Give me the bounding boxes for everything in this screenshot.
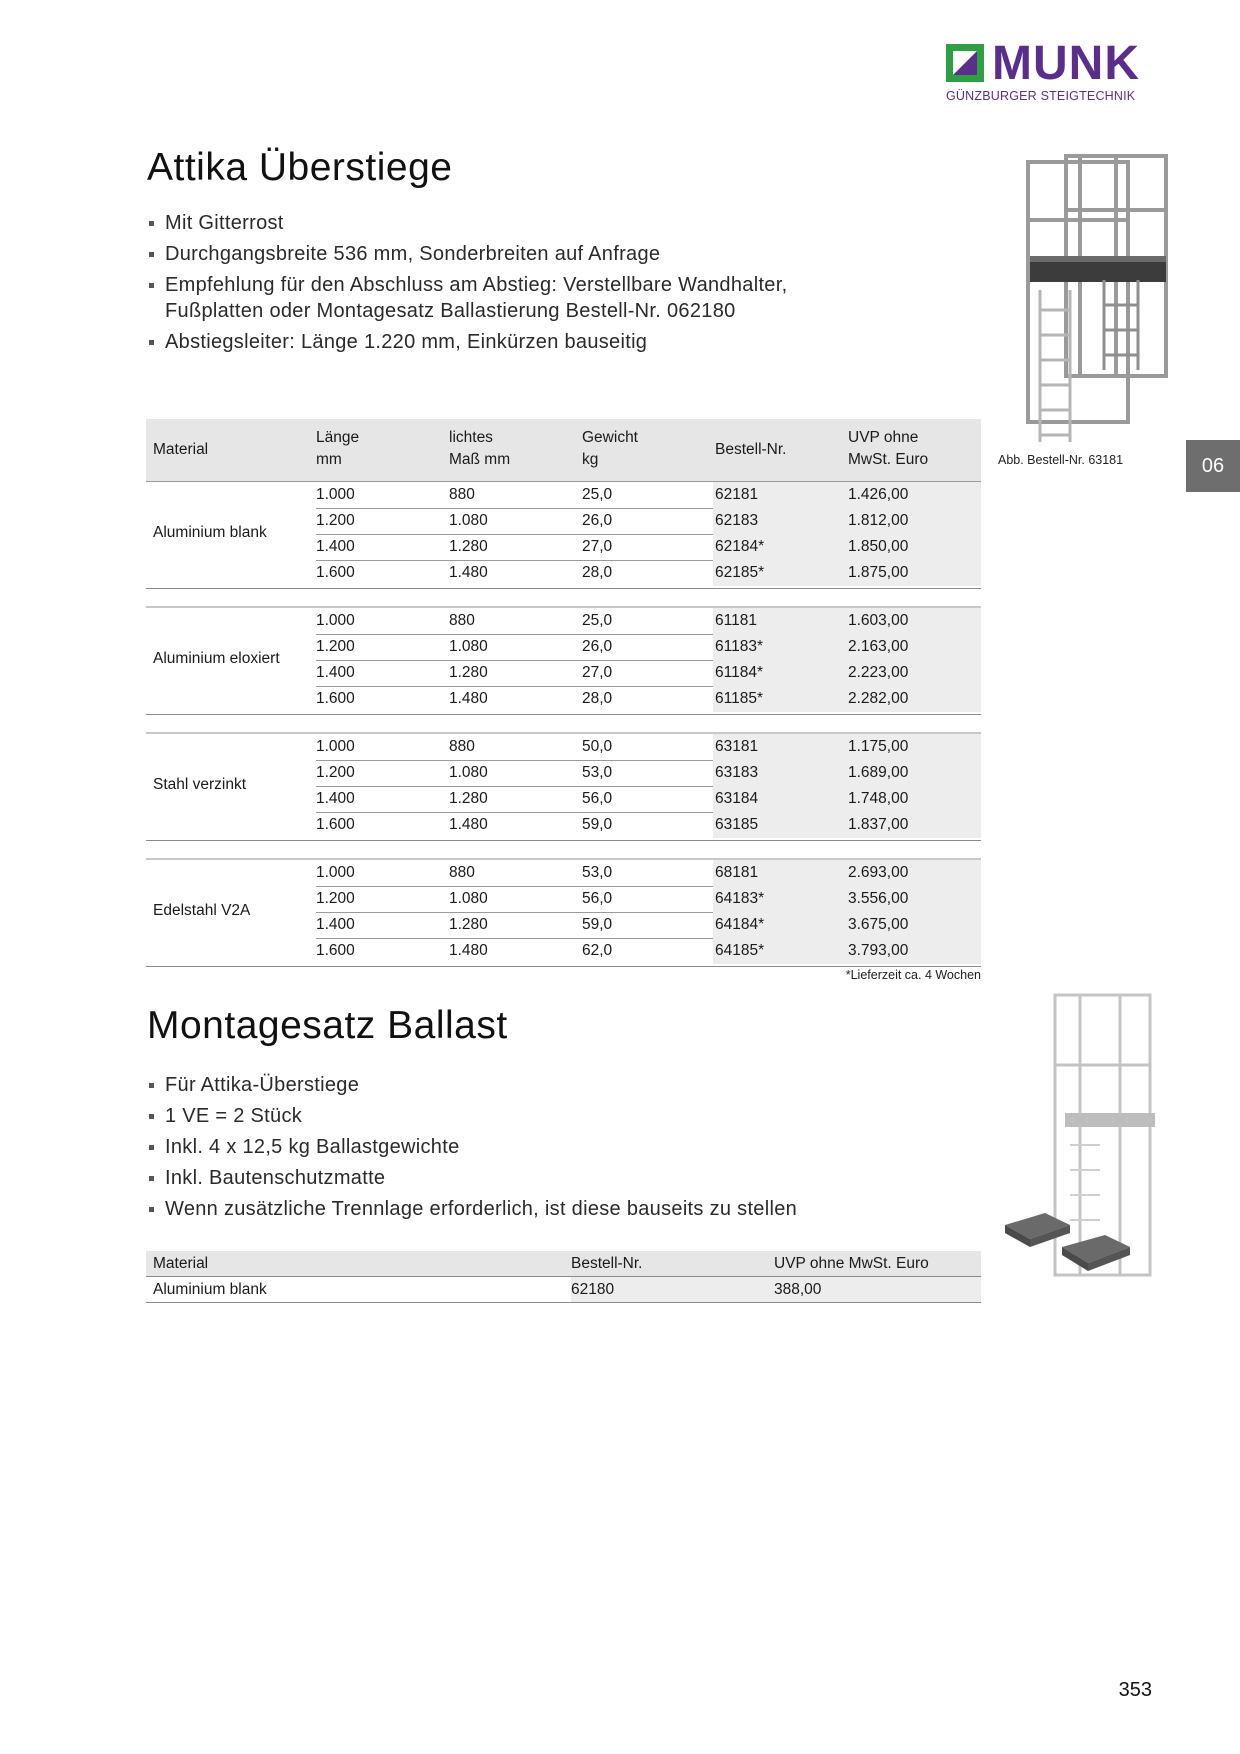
cell-mass: 1.080: [449, 764, 488, 781]
header-uvp-unit: MwSt. Euro: [848, 451, 929, 468]
cell-laenge: 1.600: [316, 816, 355, 833]
cell-mass: 1.480: [449, 942, 488, 959]
table-row: [316, 660, 981, 687]
cell-mass: 1.080: [449, 512, 488, 529]
header-bestell: Bestell-Nr.: [571, 1255, 643, 1272]
cell-mass: 1.480: [449, 816, 488, 833]
section-title-attika: Attika Überstiege: [147, 146, 453, 189]
table-row: [316, 812, 981, 838]
cell-laenge: 1.400: [316, 664, 355, 681]
list-item: Für Attika-Überstiege: [147, 1072, 907, 1098]
table-row: [316, 912, 981, 939]
cell-mass: 1.280: [449, 538, 488, 555]
cell-bestell-nr: 61184*: [715, 664, 763, 681]
cell-laenge: 1.200: [316, 890, 355, 907]
group-material: Edelstahl V2A: [153, 902, 251, 919]
cell-uvp: 1.837,00: [848, 816, 909, 833]
header-gewicht-unit: kg: [582, 451, 599, 468]
cell-laenge: 1.400: [316, 916, 355, 933]
cell-laenge: 1.000: [316, 612, 355, 629]
cell-bestell-nr: 68181: [715, 864, 759, 881]
table-group-stahl-verzinkt: [146, 732, 981, 841]
cell-bestell-nr: 62185*: [715, 564, 765, 581]
montagesatz-bullet-list: [147, 1072, 907, 1227]
header-uvp: UVP ohne: [848, 429, 919, 446]
cell-uvp: 1.426,00: [848, 486, 909, 503]
cell-gewicht: 59,0: [582, 916, 613, 933]
cell-bestell-nr: 62181: [715, 486, 759, 503]
cell-uvp: 3.556,00: [848, 890, 909, 907]
table-row: [316, 886, 981, 913]
cell-laenge: 1.200: [316, 638, 355, 655]
table-row: [316, 734, 981, 761]
header-gewicht: Gewicht: [582, 429, 638, 446]
cell-bestell-nr: 63183: [715, 764, 759, 781]
table-group-aluminium-eloxiert: [146, 606, 981, 715]
cell-uvp: 1.850,00: [848, 538, 909, 555]
cell-laenge: 1.000: [316, 486, 355, 503]
cell-bestell-nr: 62184*: [715, 538, 765, 555]
cell-laenge: 1.600: [316, 942, 355, 959]
list-item: Mit Gitterrost: [147, 210, 887, 236]
cell-uvp: 1.748,00: [848, 790, 909, 807]
logo-subtitle: GÜNZBURGER STEIGTECHNIK: [946, 89, 1136, 103]
cell-laenge: 1.000: [316, 738, 355, 755]
list-item: 1 VE = 2 Stück: [147, 1103, 907, 1129]
cell-mass: 880: [449, 864, 475, 881]
delivery-note: *Lieferzeit ca. 4 Wochen: [845, 968, 981, 982]
list-item: Inkl. Bautenschutzmatte: [147, 1165, 907, 1191]
cell-laenge: 1.200: [316, 764, 355, 781]
attika-bullet-list: [147, 210, 887, 360]
cell-mass: 880: [449, 486, 475, 503]
munk-logo-mark-icon: [946, 44, 984, 82]
cell-gewicht: 26,0: [582, 512, 613, 529]
cell-mass: 1.080: [449, 890, 488, 907]
cell-gewicht: 56,0: [582, 890, 613, 907]
cell-uvp: 3.793,00: [848, 942, 909, 959]
table-row: [316, 508, 981, 535]
cell-material: Aluminium blank: [153, 1281, 267, 1298]
cell-gewicht: 53,0: [582, 864, 613, 881]
cell-gewicht: 59,0: [582, 816, 613, 833]
cell-uvp: 1.175,00: [848, 738, 909, 755]
cell-mass: 1.080: [449, 638, 488, 655]
cell-mass: 880: [449, 612, 475, 629]
header-laenge-unit: mm: [316, 451, 342, 468]
cell-bestell-nr: 64184*: [715, 916, 765, 933]
table-row: [316, 534, 981, 561]
header-laenge: Länge: [316, 429, 360, 446]
cell-bestell-nr: 64183*: [715, 890, 765, 907]
header-lichtes-unit: Maß mm: [449, 451, 511, 468]
cell-mass: 1.280: [449, 790, 488, 807]
cell-uvp: 2.223,00: [848, 664, 909, 681]
table-row: [316, 760, 981, 787]
image-caption: Abb. Bestell-Nr. 63181: [998, 453, 1124, 467]
table-header: [146, 1251, 981, 1277]
logo-wordmark: MUNK: [992, 37, 1140, 90]
cell-gewicht: 25,0: [582, 612, 613, 629]
cell-bestell-nr: 61181: [715, 612, 757, 629]
cell-mass: 1.480: [449, 564, 488, 581]
cell-laenge: 1.600: [316, 690, 355, 707]
cell-gewicht: 25,0: [582, 486, 613, 503]
page-number: 353: [1118, 1679, 1152, 1701]
list-item: Abstiegsleiter: Länge 1.220 mm, Einkürzen bauseitig: [147, 329, 887, 355]
table-row: [316, 482, 981, 509]
cell-laenge: 1.400: [316, 790, 355, 807]
table-row: [316, 634, 981, 661]
cell-mass: 1.280: [449, 664, 488, 681]
table-row: [146, 1277, 981, 1303]
cell-laenge: 1.400: [316, 538, 355, 555]
cell-bestell-nr: 61185*: [715, 690, 763, 707]
cell-bestell-nr: 62183: [715, 512, 759, 529]
table-group-aluminium-blank: [146, 482, 981, 589]
cell-uvp: 2.163,00: [848, 638, 909, 655]
ballast-price-table: [146, 1251, 981, 1303]
cell-gewicht: 28,0: [582, 564, 613, 581]
cell-gewicht: 27,0: [582, 538, 613, 555]
cell-uvp: 3.675,00: [848, 916, 909, 933]
ballast-kit-image: [1000, 985, 1155, 1285]
table-row: [316, 686, 981, 712]
cell-laenge: 1.600: [316, 564, 355, 581]
cell-gewicht: 62,0: [582, 942, 613, 959]
cell-gewicht: 28,0: [582, 690, 613, 707]
attika-ladder-image: [1020, 150, 1170, 450]
table-header: [146, 419, 981, 482]
cell-bestell-nr: 62180: [571, 1281, 615, 1298]
cell-gewicht: 56,0: [582, 790, 613, 807]
cell-bestell-nr: 63181: [715, 738, 759, 755]
list-item: Wenn zusätzliche Trennlage erforderlich, ist diese bauseits zu stellen: [147, 1196, 907, 1222]
cell-gewicht: 50,0: [582, 738, 613, 755]
attika-price-table: [146, 419, 981, 967]
list-item: Empfehlung für den Abschluss am Abstieg: Verstellbare Wandhalter, Fußplatten oder Montagesatz Ballastierung Bestell-Nr. 062180: [147, 272, 887, 324]
list-item: Inkl. 4 x 12,5 kg Ballastgewichte: [147, 1134, 907, 1160]
cell-bestell-nr: 64185*: [715, 942, 765, 959]
cell-gewicht: 26,0: [582, 638, 613, 655]
chapter-tab: 06: [1186, 440, 1240, 492]
cell-gewicht: 53,0: [582, 764, 613, 781]
section-title-montagesatz: Montagesatz Ballast: [147, 1004, 508, 1047]
header-bestell: Bestell-Nr.: [715, 441, 787, 458]
group-material: Stahl verzinkt: [153, 776, 247, 793]
cell-bestell-nr: 63184: [715, 790, 759, 807]
cell-mass: 1.480: [449, 690, 488, 707]
cell-uvp: 1.689,00: [848, 764, 909, 781]
header-uvp: UVP ohne MwSt. Euro: [774, 1255, 929, 1272]
cell-uvp: 2.693,00: [848, 864, 909, 881]
header-lichtes: lichtes: [449, 429, 493, 446]
table-row: [316, 560, 981, 586]
table-row: [316, 860, 981, 887]
cell-laenge: 1.200: [316, 512, 355, 529]
cell-mass: 1.280: [449, 916, 488, 933]
group-material: Aluminium blank: [153, 524, 267, 541]
table-row: [316, 938, 981, 964]
table-row: [316, 608, 981, 635]
cell-bestell-nr: 61183*: [715, 638, 763, 655]
cell-bestell-nr: 63185: [715, 816, 759, 833]
munk-logo: [946, 37, 1152, 106]
table-group-edelstahl-v2a: [146, 858, 981, 967]
table-row: [316, 786, 981, 813]
group-material: Aluminium eloxiert: [153, 650, 280, 667]
cell-laenge: 1.000: [316, 864, 355, 881]
cell-uvp: 1.603,00: [848, 612, 909, 629]
cell-uvp: 1.812,00: [848, 512, 909, 529]
cell-uvp: 1.875,00: [848, 564, 909, 581]
cell-gewicht: 27,0: [582, 664, 613, 681]
cell-mass: 880: [449, 738, 475, 755]
header-material: Material: [153, 441, 209, 458]
cell-uvp: 2.282,00: [848, 690, 909, 707]
cell-uvp: 388,00: [774, 1281, 822, 1298]
list-item: Durchgangsbreite 536 mm, Sonderbreiten auf Anfrage: [147, 241, 887, 267]
header-material: Material: [153, 1255, 209, 1272]
